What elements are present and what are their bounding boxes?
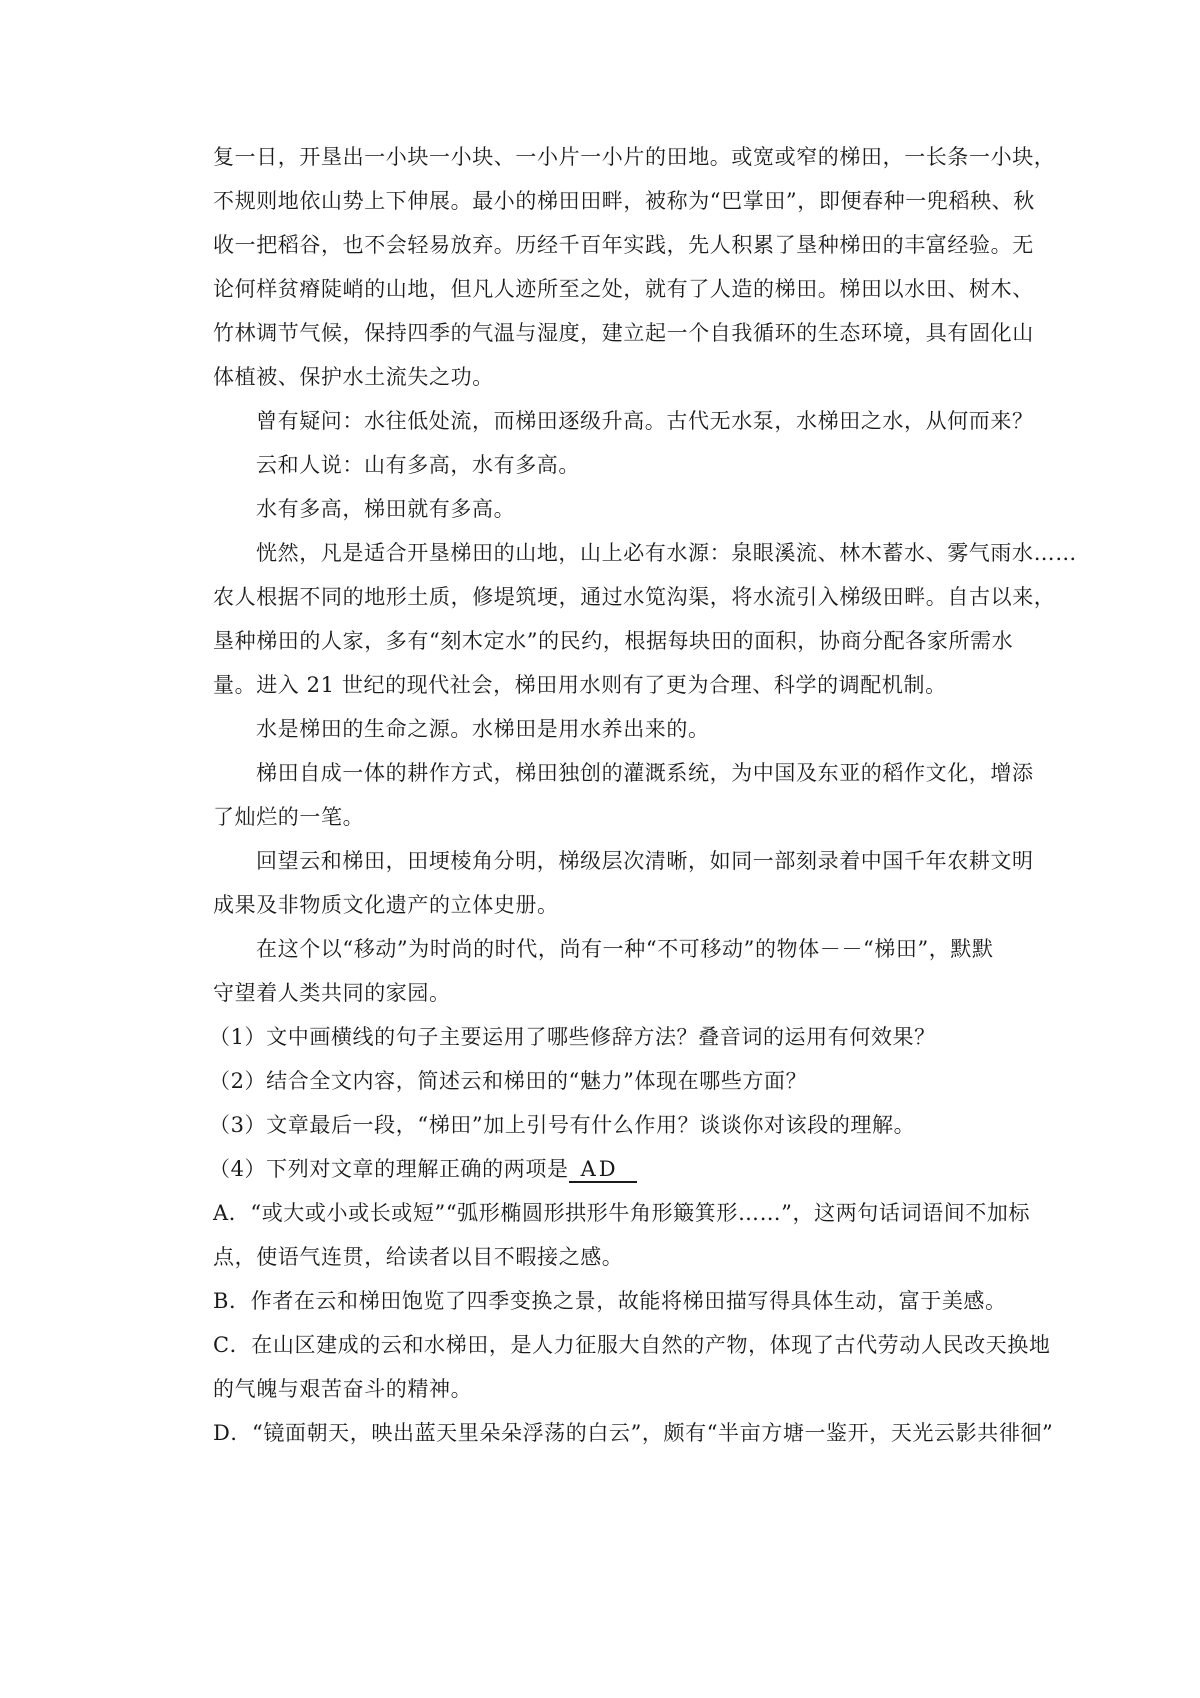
passage-line: 了灿烂的一笔。 [213, 805, 365, 829]
passage-line: 在这个以“移动”为时尚的时代，尚有一种“不可移动”的物体－－“梯田”，默默 [256, 937, 994, 961]
passage-line: 论何样贫瘠陡峭的山地，但凡人迹所至之处，就有了人造的梯田。梯田以水田、树木、 [213, 277, 1034, 301]
question-2: （2）结合全文内容，简述云和梯田的“魅力”体现在哪些方面？ [209, 1069, 808, 1093]
passage-line: 量。进入 21 世纪的现代社会，梯田用水则有了更为合理、科学的调配机制。 [213, 673, 947, 697]
passage-line: 不规则地依山势上下伸展。最小的梯田田畔，被称为“巴掌田”，即便春种一兜稻秧、秋 [213, 189, 1035, 213]
question-4 [209, 1154, 1029, 1184]
passage-line: 水是梯田的生命之源。水梯田是用水养出来的。 [256, 717, 710, 741]
passage-line: 梯田自成一体的耕作方式，梯田独创的灌溉系统，为中国及东亚的稻作文化，增添 [256, 761, 1034, 785]
passage-line: 体植被、保护水土流失之功。 [213, 365, 494, 389]
option-a-continued: 点，使语气连贯，给读者以目不暇接之感。 [213, 1245, 624, 1269]
passage-line: 曾有疑问：水往低处流，而梯田逐级升高。古代无水泵，水梯田之水，从何而来？ [256, 409, 1034, 433]
question-1: （1）文中画横线的句子主要运用了哪些修辞方法？叠音词的运用有何效果？ [209, 1025, 936, 1049]
option-c-continued: 的气魄与艰苦奋斗的精神。 [213, 1377, 473, 1401]
answer-blank: AD [569, 1157, 637, 1183]
passage-line: 回望云和梯田，田埂棱角分明，梯级层次清晰，如同一部刻录着中国千年农耕文明 [256, 849, 1034, 873]
question-4-text: （4）下列对文章的理解正确的两项是 [209, 1157, 569, 1181]
option-c: C．在山区建成的云和水梯田，是人力征服大自然的产物，体现了古代劳动人民改天换地 [213, 1333, 1051, 1357]
passage-line: 垦种梯田的人家，多有“刻木定水”的民约，根据每块田的面积，协商分配各家所需水 [213, 629, 1014, 653]
passage-line: 成果及非物质文化遗产的立体史册。 [213, 893, 559, 917]
option-b: B．作者在云和梯田饱览了四季变换之景，故能将梯田描写得具体生动，富于美感。 [213, 1289, 1007, 1313]
passage-line: 复一日，开垦出一小块一小块、一小片一小片的田地。或宽或窄的梯田，一长条一小块， [213, 145, 1056, 169]
passage-line: 水有多高，梯田就有多高。 [256, 497, 516, 521]
question-3: （3）文章最后一段，“梯田”加上引号有什么作用？谈谈你对该段的理解。 [209, 1113, 916, 1137]
option-d: D．“镜面朝天，映出蓝天里朵朵浮荡的白云”，颇有“半亩方塘一鉴开，天光云影共徘徊” [213, 1421, 1054, 1445]
passage-line: 守望着人类共同的家园。 [213, 981, 451, 1005]
passage-line: 农人根据不同的地形土质，修堤筑埂，通过水笕沟渠，将水流引入梯级田畔。自古以来， [213, 585, 1056, 609]
passage-line: 收一把稻谷，也不会轻易放弃。历经千百年实践，先人积累了垦种梯田的丰富经验。无 [213, 233, 1034, 257]
passage-line: 竹林调节气候，保持四季的气温与湿度，建立起一个自我循环的生态环境，具有固化山 [213, 321, 1034, 345]
passage-line: 恍然，凡是适合开垦梯田的山地，山上必有水源：泉眼溪流、林木蓄水、雾气雨水…… [256, 541, 1077, 565]
option-a: A．“或大或小或长或短”“弧形椭圆形拱形牛角形簸箕形……”，这两句话词语间不加标 [213, 1201, 1031, 1225]
passage-line: 云和人说：山有多高，水有多高。 [256, 453, 580, 477]
